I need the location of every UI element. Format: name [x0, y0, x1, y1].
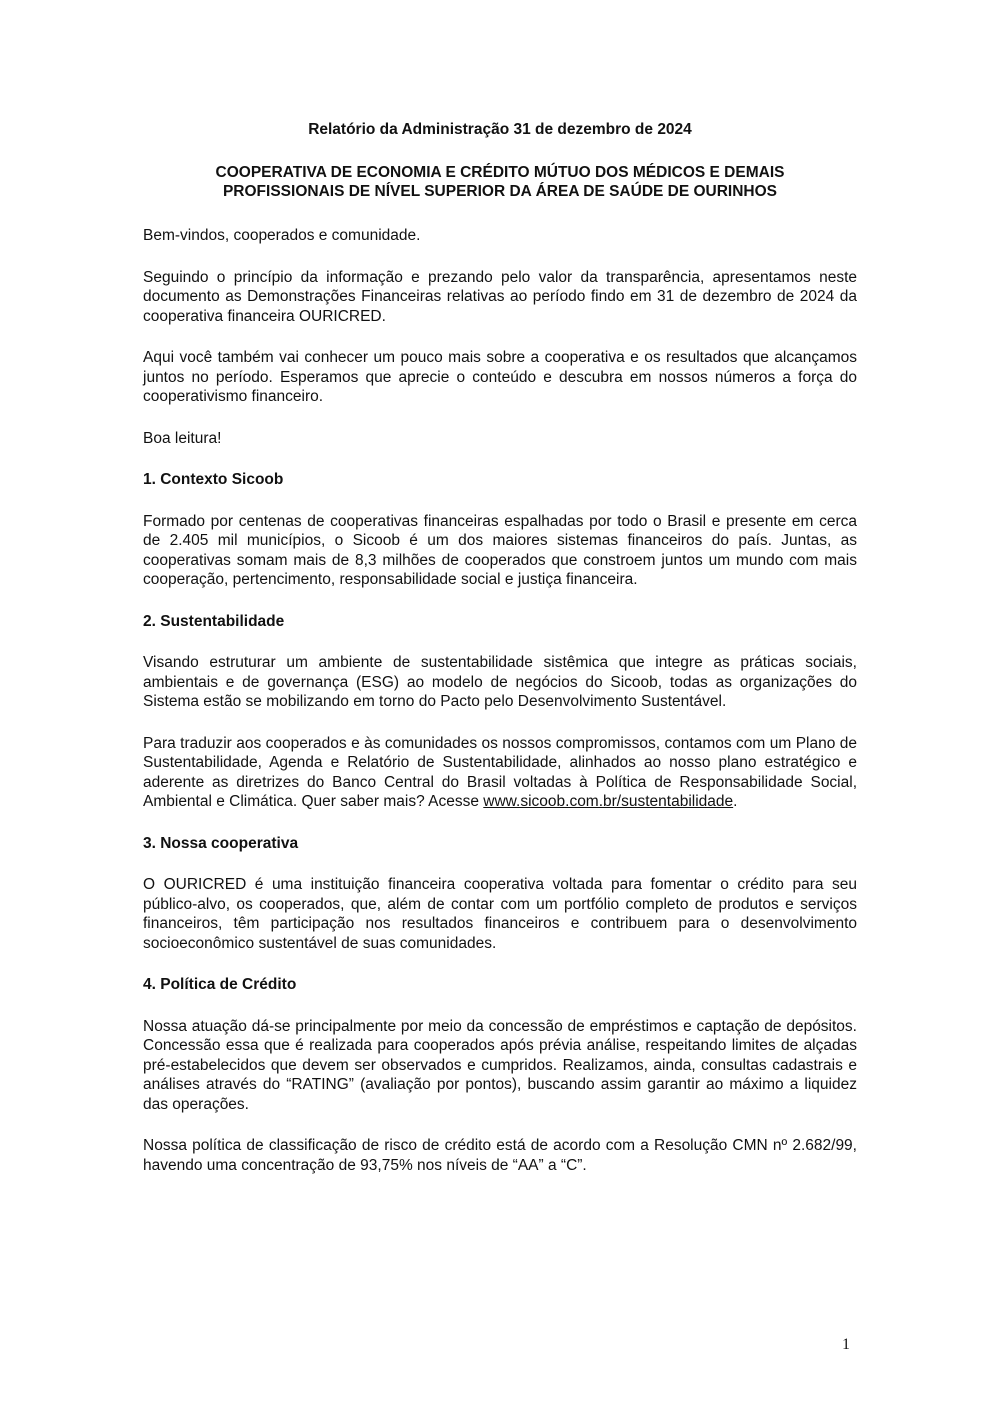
section-paragraph: Nossa atuação dá-se principalmente por meio da concessão de empréstimos e captação de depósitos. Concessão essa que é realizada para cooperados após prévia análise, respeitando limites de alçadas pré-estabelecidos que devem ser observados e cumpridos. Realizamos, ainda, consultas cadastrais e análises através do “RATING” (avaliação por pontos), buscando assim garantir ao máximo a liquidez das operações. [143, 1017, 857, 1113]
closing-line: Boa leitura! [143, 429, 222, 447]
intro-paragraph-1: Seguindo o princípio da informação e prezando pelo valor da transparência, apresentamos neste documento as Demonstrações Financeiras relativas ao período findo em 31 de dezembro de 2024 da cooperativa financeira OURICRED. [143, 268, 857, 325]
section-paragraph: Nossa política de classificação de risco de crédito está de acordo com a Resolução CMN nº 2.682/99, havendo uma concentração de 93,75% nos níveis de “AA” a “C”. [143, 1137, 857, 1174]
section-paragraph-with-link [143, 734, 857, 812]
section-paragraph: O OURICRED é uma instituição financeira cooperativa voltada para fomentar o crédito para seu público-alvo, os cooperados, que, além de contar com um portfólio completo de produtos e serviços financeiros, têm participação nos resultados financeiros e contribuem para o desenvolvimento socioeconômico sustentável de suas comunidades. [143, 876, 857, 952]
section-paragraph: Formado por centenas de cooperativas financeiras espalhadas por todo o Brasil e presente em cerca de 2.405 mil municípios, o Sicoob é um dos maiores sistemas financeiros do país. Juntas, as cooperativas somam mais de 8,3 milhões de cooperados que constroem juntos um mundo com mais cooperação, pertencimento, responsabilidade social e justiça financeira. [143, 512, 857, 588]
section-heading-politica-credito: 4. Política de Crédito [143, 976, 297, 993]
organization-name-line-1: COOPERATIVA DE ECONOMIA E CRÉDITO MÚTUO DOS MÉDICOS E DEMAIS [215, 164, 785, 181]
page-content [143, 120, 857, 1175]
greeting: Bem-vindos, cooperados e comunidade. [143, 227, 421, 244]
section-heading-cooperativa: 3. Nossa cooperativa [143, 834, 299, 852]
intro-paragraph-2: Aqui você também vai conhecer um pouco mais sobre a cooperativa e os resultados que alcançamos juntos no período. Esperamos que aprecie o conteúdo e descubra em nossos números a força do cooperativismo financeiro. [143, 349, 857, 405]
sustainability-link[interactable]: www.sicoob.com.br/sustentabilidade [483, 793, 734, 810]
section-paragraph: Visando estruturar um ambiente de sustentabilidade sistêmica que integre as práticas sociais, ambientais e de governança (ESG) ao modelo de negócios do Sicoob, todas as organizações do Sistema estão se mobilizando em torno do Pacto pelo Desenvolvimento Sustentável. [143, 654, 857, 710]
organization-name-line-2: PROFISSIONAIS DE NÍVEL SUPERIOR DA ÁREA DE SAÚDE DE OURINHOS [222, 183, 778, 200]
link-suffix: . [733, 793, 738, 810]
section-heading-contexto: 1. Contexto Sicoob [143, 471, 284, 488]
page-number: 1 [842, 1336, 850, 1353]
paragraph-text: Para traduzir aos cooperados e às comunidades os nossos compromissos, contamos com um Plano de Sustentabilidade, Agenda e Relatório de Sustentabilidade, alinhados ao nosso plano estratégico e aderente as diretrizes do Banco Central do Brasil voltadas à Política de Responsabilidade Social, Ambiental e Climática. Quer saber mais? Acesse [143, 734, 857, 810]
report-title: Relatório da Administração 31 de dezembro de 2024 [308, 121, 692, 138]
section-heading-sustentabilidade: 2. Sustentabilidade [143, 612, 285, 630]
